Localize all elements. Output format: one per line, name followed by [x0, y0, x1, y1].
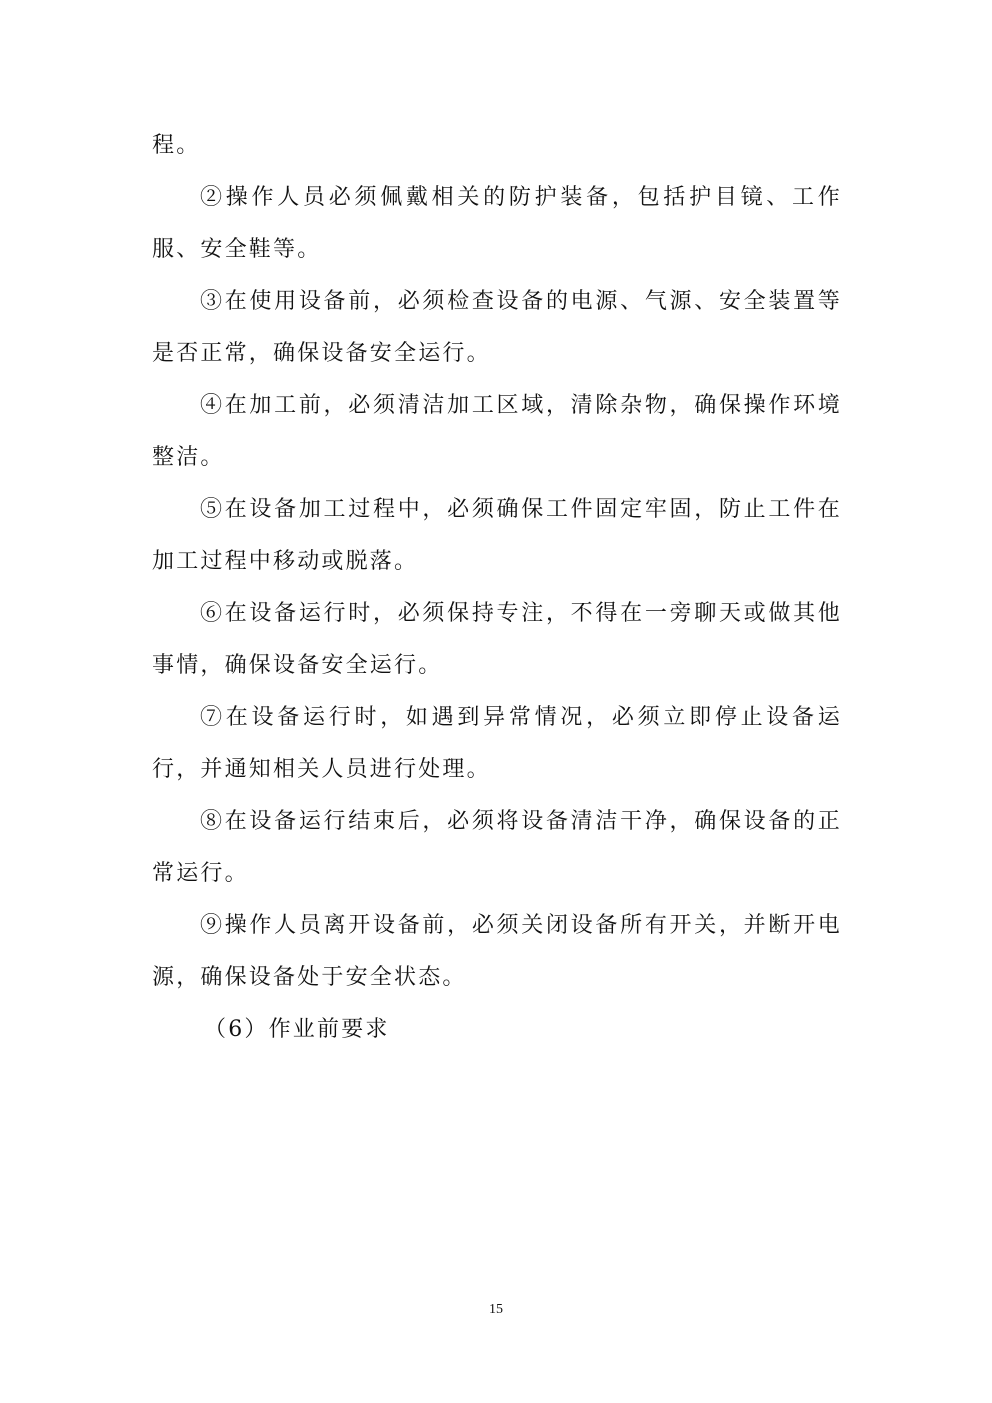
paragraph-item-7: ⑦在设备运行时，如遇到异常情况，必须立即停止设备运行，并通知相关人员进行处理。	[152, 705, 842, 782]
document-body	[152, 120, 842, 1056]
paragraph-item-4: ④在加工前，必须清洁加工区域，清除杂物，确保操作环境整洁。	[152, 393, 842, 470]
paragraph-item-8: ⑧在设备运行结束后，必须将设备清洁干净，确保设备的正常运行。	[152, 809, 842, 886]
section-heading: （6）作业前要求	[204, 1017, 390, 1042]
page-number: 15	[489, 1302, 503, 1317]
paragraph-item-3: ③在使用设备前，必须检查设备的电源、气源、安全装置等是否正常，确保设备安全运行。	[152, 289, 842, 366]
paragraph-item-5: ⑤在设备加工过程中，必须确保工件固定牢固，防止工件在加工过程中移动或脱落。	[152, 497, 842, 574]
paragraph-continuation: 程。	[152, 133, 201, 158]
paragraph-item-2: ②操作人员必须佩戴相关的防护装备，包括护目镜、工作服、安全鞋等。	[152, 185, 842, 262]
paragraph-item-9: ⑨操作人员离开设备前，必须关闭设备所有开关，并断开电源，确保设备处于安全状态。	[152, 913, 842, 990]
paragraph-item-6: ⑥在设备运行时，必须保持专注，不得在一旁聊天或做其他事情，确保设备安全运行。	[152, 601, 842, 678]
